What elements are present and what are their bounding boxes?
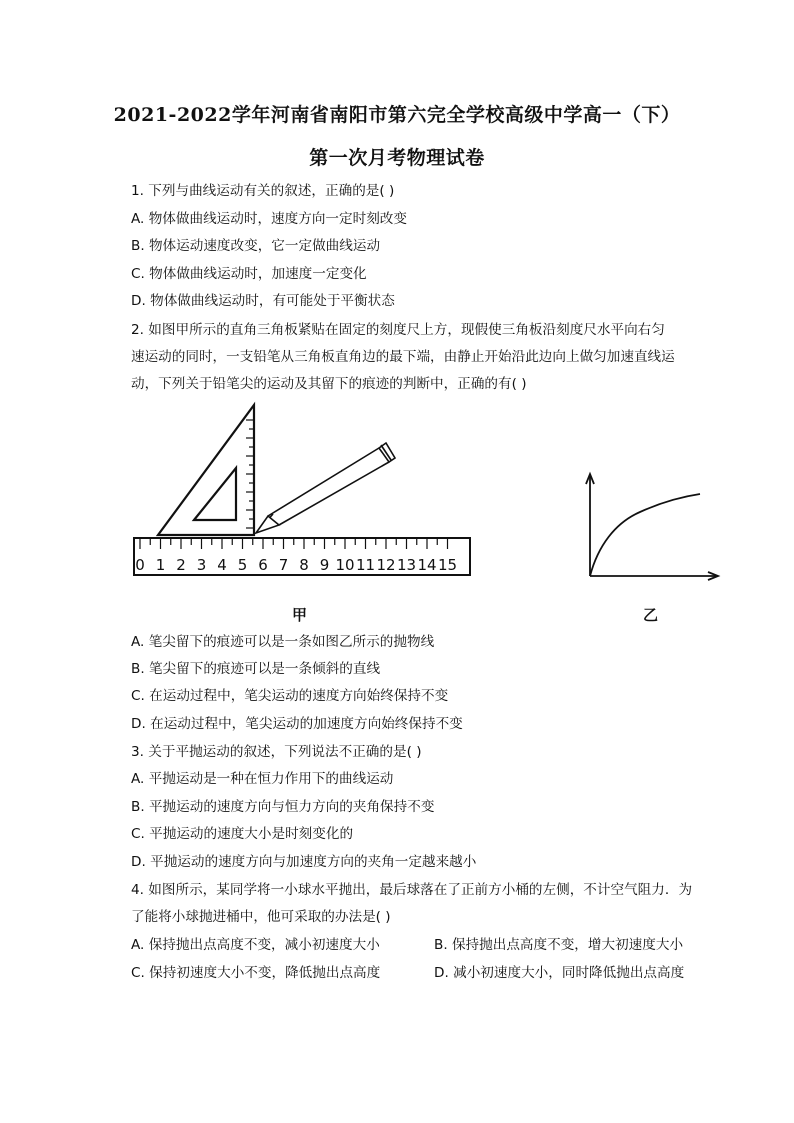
axes (586, 474, 718, 580)
q1-option-d: D. 物体做曲线运动时，有可能处于平衡状态 (131, 293, 395, 309)
q4-option-a: A. 保持抛出点高度不变，减小初速度大小 (131, 937, 380, 953)
ruler-number: 9 (319, 556, 330, 574)
figure-jia (128, 398, 478, 583)
ruler-number: 11 (355, 556, 376, 574)
q1-stem: 1. 下列与曲线运动有关的叙述，正确的是( ) (131, 183, 395, 199)
ruler-number: 3 (196, 556, 207, 574)
q4-option-b: B. 保持抛出点高度不变，增大初速度大小 (434, 937, 684, 953)
figure-jia-label: 甲 (292, 606, 308, 624)
figure-yi-label: 乙 (643, 606, 659, 624)
ruler-number: 0 (135, 556, 145, 574)
ruler-number: 15 (437, 556, 458, 574)
ruler-number: 7 (278, 556, 289, 574)
ruler-number: 5 (237, 556, 248, 574)
q4-stem-line2: 了能将小球抛进桶中，他可采取的办法是( ) (131, 909, 391, 925)
set-square-inner (194, 468, 236, 520)
set-square-ticks (246, 420, 254, 528)
ruler-number: 14 (417, 556, 437, 574)
figure-yi (580, 468, 724, 584)
q4-option-d: D. 减小初速度大小，同时降低抛出点高度 (434, 965, 685, 981)
q2-stem-line3: 动，下列关于铅笔尖的运动及其留下的痕迹的判断中，正确的有( ) (131, 376, 527, 392)
q1-option-c: C. 物体做曲线运动时，加速度一定变化 (131, 266, 367, 282)
ruler-number: 12 (376, 556, 396, 574)
q2-option-c: C. 在运动过程中，笔尖运动的速度方向始终保持不变 (131, 688, 449, 704)
q2-stem-line1: 2. 如图甲所示的直角三角板紧贴在固定的刻度尺上方，现假使三角板沿刻度尺水平向右匀 (131, 322, 665, 338)
q3-option-d: D. 平抛运动的速度方向与加速度方向的夹角一定越来越小 (131, 854, 477, 870)
q2-stem-line2: 速运动的同时，一支铅笔从三角板直角边的最下端，由静止开始沿此边向上做匀加速直线运 (131, 349, 675, 365)
curve (590, 494, 700, 576)
page-subtitle: 第一次月考物理试卷 (309, 147, 485, 169)
ruler-number: 10 (335, 556, 355, 574)
q4-stem-line1: 4. 如图所示，某同学将一小球水平抛出，最后球落在了正前方小桶的左侧，不计空气阻力．为 (131, 882, 693, 898)
q4-option-c: C. 保持初速度大小不变，降低抛出点高度 (131, 965, 381, 981)
set-square-outer (158, 405, 254, 535)
ruler-number: 8 (299, 556, 309, 574)
q2-option-a: A. 笔尖留下的痕迹可以是一条如图乙所示的抛物线 (131, 634, 435, 650)
page-title: 2021-2022学年河南省南阳市第六完全学校高级中学高一（下） (113, 104, 681, 126)
ruler-number: 4 (217, 556, 227, 574)
q3-option-b: B. 平抛运动的速度方向与恒力方向的夹角保持不变 (131, 799, 435, 815)
q3-option-a: A. 平抛运动是一种在恒力作用下的曲线运动 (131, 771, 394, 787)
q3-option-c: C. 平抛运动的速度大小是时刻变化的 (131, 826, 354, 842)
ruler-number: 6 (258, 556, 268, 574)
q1-option-a: A. 物体做曲线运动时，速度方向一定时刻改变 (131, 211, 407, 227)
q3-stem: 3. 关于平抛运动的叙述，下列说法不正确的是( ) (131, 744, 422, 760)
q1-option-b: B. 物体运动速度改变，它一定做曲线运动 (131, 238, 381, 254)
q2-option-b: B. 笔尖留下的痕迹可以是一条倾斜的直线 (131, 661, 381, 677)
pencil (256, 443, 395, 533)
q2-option-d: D. 在运动过程中，笔尖运动的加速度方向始终保持不变 (131, 716, 463, 732)
ruler-number: 1 (155, 556, 166, 574)
ruler-number: 2 (176, 556, 186, 574)
ruler-number: 13 (396, 556, 417, 574)
